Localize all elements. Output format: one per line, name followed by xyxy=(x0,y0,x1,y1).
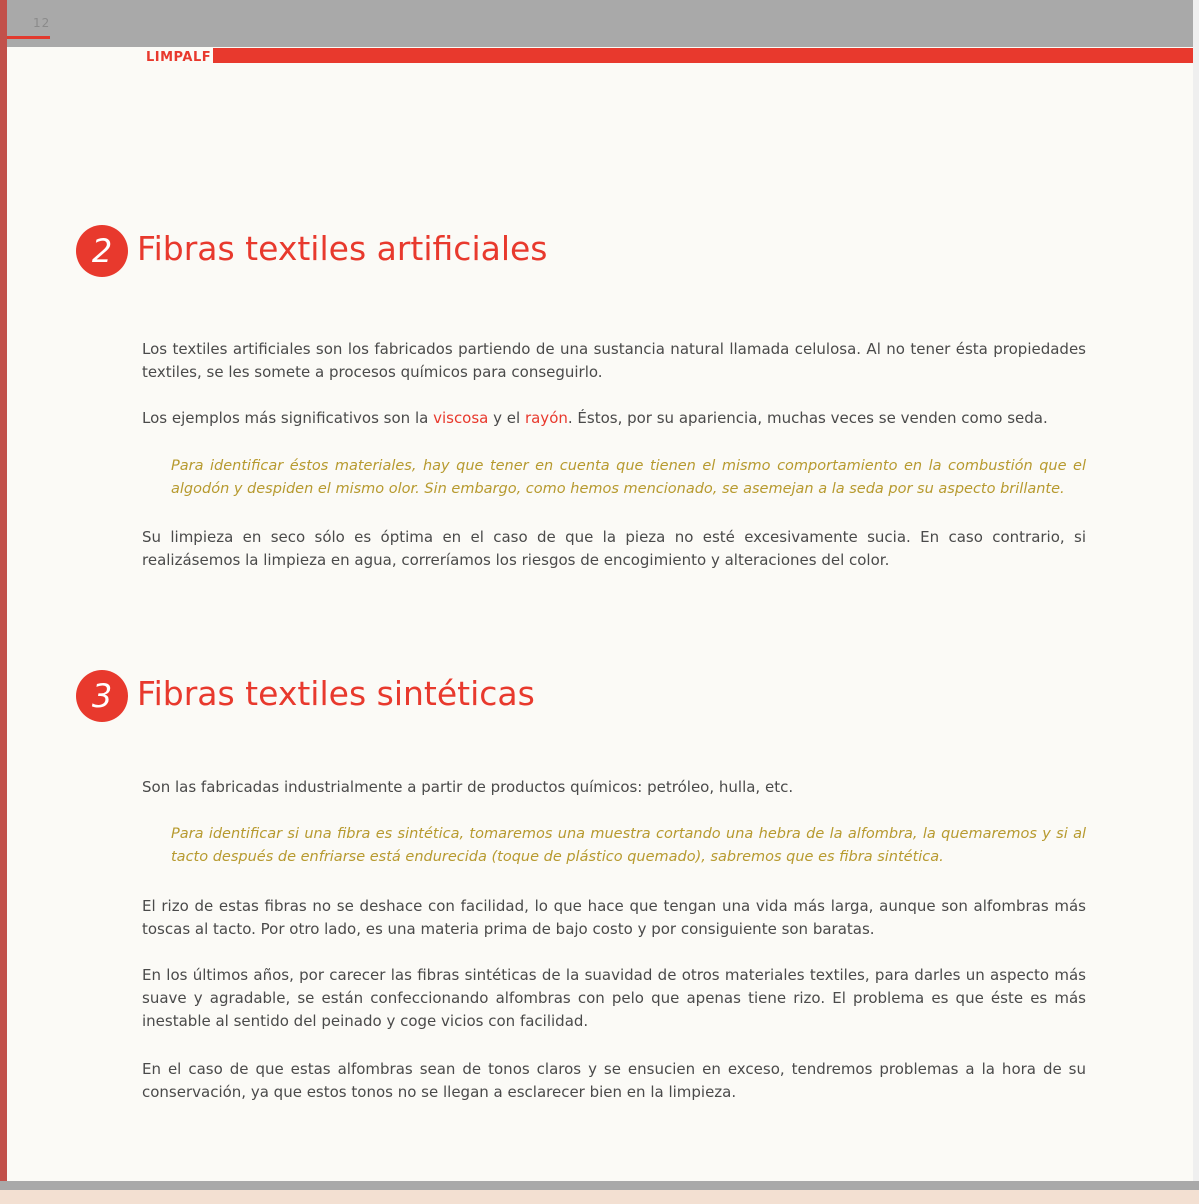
highlight-term-rayon: rayón xyxy=(524,409,568,427)
footer-edge xyxy=(0,1190,1199,1204)
section-paragraph: El rizo de estas fibras no se deshace con facilidad, lo que hace que tengan una vida más larga, aunque son alfombras más toscas al tacto. Por otro lado, es una materia prima de bajo costo y por consiguiente son baratas. xyxy=(142,897,1086,938)
header-accent-bar xyxy=(213,48,1199,63)
section-paragraph: Son las fabricadas industrialmente a partir de productos químicos: petróleo, hulla, etc. xyxy=(142,778,794,796)
brand-logo-text: LIMPALF xyxy=(146,50,212,65)
left-page-edge xyxy=(0,0,7,1204)
footer-band xyxy=(0,1181,1199,1190)
right-page-edge xyxy=(1193,0,1199,1204)
section-number-badge: 3 xyxy=(76,670,128,722)
identification-note: Para identificar si una fibra es sintética, tomaremos una muestra cortando una hebra de la alfombra, la quemaremos y si al tacto después de enfriarse está endurecida (toque de plástico quemado), sabremos que es fibra sintética. xyxy=(171,826,1086,865)
section-title: Fibras textiles sintéticas xyxy=(137,674,535,713)
section-paragraph: Su limpieza en seco sólo es óptima en el caso de que la pieza no esté excesivamente sucia. En caso contrario, si realizásemos la limpieza en agua, correríamos los riesgos de encogimiento y alteraciones del color. xyxy=(142,528,1086,569)
section-number-badge: 2 xyxy=(76,225,128,277)
section-paragraph: Los textiles artificiales son los fabricados partiendo de una sustancia natural llamada celulosa. Al no tener ésta propiedades textiles, se les somete a procesos químicos para conseguirlo. xyxy=(142,340,1086,381)
identification-note: Para identificar éstos materiales, hay que tener en cuenta que tienen el mismo comportamiento en la combustión que el algodón y despiden el mismo olor. Sin embargo, como hemos mencionado, se asemejan a la seda por su aspecto brillante. xyxy=(171,458,1086,497)
section-paragraph: En el caso de que estas alfombras sean de tonos claros y se ensucien en exceso, tendremos problemas a la hora de su conservación, ya que estos tonos no se llegan a esclarecer bien en la limpieza. xyxy=(142,1060,1086,1101)
paragraph-text: . Éstos, por su apariencia, muchas veces se venden como seda. xyxy=(567,409,1048,427)
paragraph-text: Los ejemplos más significativos son la xyxy=(142,409,434,427)
page-number-underline xyxy=(7,36,50,39)
paragraph-text: y el xyxy=(488,409,525,427)
section-paragraph xyxy=(142,407,1086,430)
highlight-term-viscosa: viscosa xyxy=(433,409,489,427)
header-band xyxy=(7,0,1199,47)
section-title: Fibras textiles artificiales xyxy=(137,229,548,268)
section-paragraph: En los últimos años, por carecer las fibras sintéticas de la suavidad de otros materiales textiles, para darles un aspecto más suave y agradable, se están confeccionando alfombras con pelo que apenas tiene rizo. El problema es que éste es más inestable al sentido del peinado y coge vicios con facilidad. xyxy=(142,966,1086,1030)
page-number: 12 xyxy=(33,16,51,30)
